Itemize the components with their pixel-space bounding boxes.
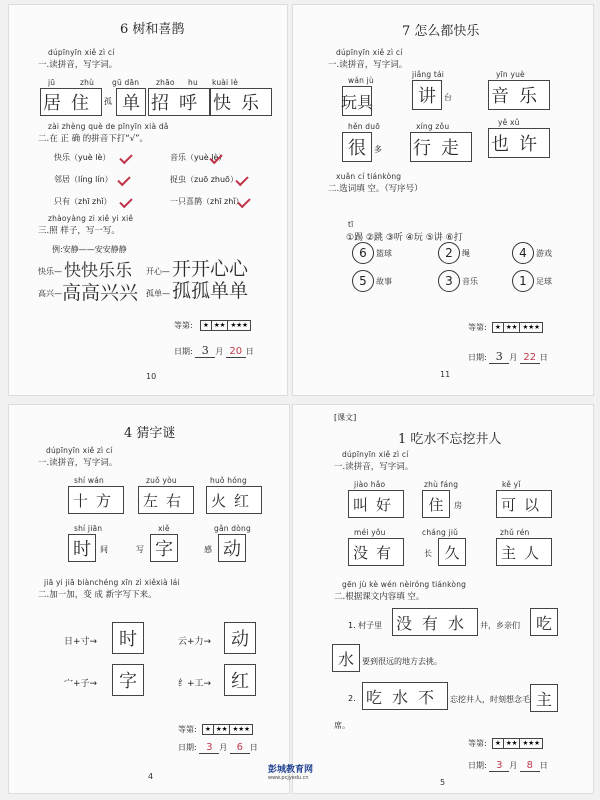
equation: 云+力→ bbox=[178, 637, 212, 647]
star-2: ★★ bbox=[214, 725, 231, 734]
answer-box: 可以 bbox=[496, 490, 552, 518]
answer-box: 玩具 bbox=[342, 86, 372, 116]
grade-label: 等第: bbox=[468, 739, 487, 748]
answer-circle: 1 bbox=[512, 270, 534, 292]
word-pinyin: zuǒ yòu bbox=[146, 476, 177, 485]
section-2-heading: 二.选词填 空。（写序号） bbox=[328, 184, 423, 194]
star-3: ★★★ bbox=[522, 739, 540, 747]
question-text: 井，乡亲们 bbox=[480, 621, 520, 630]
choice-item: 捉虫（zuō zhuō） bbox=[170, 175, 238, 184]
date-day: 22 bbox=[520, 352, 540, 364]
date-day: 20 bbox=[226, 346, 246, 358]
word-pinyin: hu bbox=[188, 78, 198, 87]
section-3-pinyin: zhàoyàng zi xiě yi xiě bbox=[48, 214, 134, 223]
answer-box: 吃 bbox=[530, 608, 558, 636]
section-3-heading: 三.照 样子，写一写。 bbox=[38, 226, 120, 236]
section-2-pinyin: xuǎn cí tiánkòng bbox=[336, 172, 402, 181]
date-label: 日期: bbox=[468, 761, 487, 770]
printed-char: 间 bbox=[100, 545, 108, 554]
answer-box: 左右 bbox=[138, 486, 194, 514]
date-label: 日期: bbox=[178, 743, 197, 752]
word-pinyin: huǒ hóng bbox=[210, 476, 247, 485]
month-unit: 月 bbox=[219, 743, 228, 752]
month-unit: 月 bbox=[509, 353, 518, 362]
word-pinyin: xíng zǒu bbox=[416, 122, 450, 131]
lesson-title: 6 树和喜鹊 bbox=[120, 22, 185, 37]
answer-box: 字 bbox=[112, 664, 144, 696]
word-pinyin: kuài lè bbox=[212, 78, 239, 87]
fill-word: 篮球 bbox=[376, 249, 392, 258]
section-2-heading: 二.加一加，变 成 新字写下来。 bbox=[38, 590, 157, 600]
word-pinyin: jū bbox=[48, 78, 56, 87]
answer-box: 十方 bbox=[68, 486, 124, 514]
day-unit: 日 bbox=[249, 743, 258, 752]
grade-label: 等第: bbox=[178, 725, 197, 734]
answer-box: 住 bbox=[422, 490, 450, 518]
day-unit: 日 bbox=[539, 761, 548, 770]
answer-box: 动 bbox=[224, 622, 256, 654]
printed-char: 写 bbox=[136, 545, 144, 554]
word-pinyin: yě xǔ bbox=[498, 118, 520, 127]
handwritten-answer: 孤孤单单 bbox=[172, 280, 249, 302]
handwritten-answer: 开开心心 bbox=[172, 258, 249, 280]
prompt-word: 孤单— bbox=[146, 289, 170, 298]
answer-box: 没有 bbox=[348, 538, 404, 566]
lesson-title: 7 怎么都快乐 bbox=[402, 24, 480, 39]
prompt-word: 快乐— bbox=[38, 267, 62, 276]
check-mark bbox=[117, 173, 130, 186]
text-tag: [课文] bbox=[334, 413, 357, 422]
workbook-page-4 bbox=[8, 404, 290, 794]
fill-word: 绳 bbox=[462, 249, 470, 258]
answer-box: 红 bbox=[224, 664, 256, 696]
question-text: 席。 bbox=[334, 721, 350, 730]
date-day: 8 bbox=[520, 760, 540, 772]
answer-box: 字 bbox=[150, 534, 178, 562]
star-3: ★★★ bbox=[522, 323, 540, 331]
answer-box: 快乐 bbox=[210, 88, 272, 116]
fill-word: 音乐 bbox=[462, 277, 478, 286]
star-3: ★★★ bbox=[230, 321, 248, 329]
date-field bbox=[468, 350, 548, 364]
word-pinyin: jiǎng tái bbox=[412, 70, 445, 79]
handwritten-answer: 快快乐乐 bbox=[64, 261, 132, 281]
site-logo bbox=[268, 762, 313, 781]
lesson-title: 1 吃水不忘挖井人 bbox=[398, 432, 502, 447]
check-mark bbox=[119, 195, 132, 208]
date-label: 日期: bbox=[174, 347, 193, 356]
page-number: 5 bbox=[440, 778, 446, 787]
answer-box: 叫好 bbox=[348, 490, 404, 518]
answer-box: 也许 bbox=[488, 128, 550, 158]
star-2: ★★ bbox=[212, 321, 229, 330]
printed-char: 长 bbox=[424, 549, 432, 558]
answer-box: 音乐 bbox=[488, 80, 550, 110]
equation: 宀+子→ bbox=[64, 679, 98, 689]
answer-box: 动 bbox=[218, 534, 246, 562]
word-pinyin: xiě bbox=[158, 524, 170, 533]
word-pinyin: cháng jiǔ bbox=[422, 528, 459, 537]
grade-label: 等第: bbox=[468, 323, 487, 332]
date-month: 3 bbox=[199, 742, 219, 754]
question-text: 2. bbox=[348, 694, 356, 703]
section-2-pinyin: zài zhèng què de pīnyīn xià dǎ bbox=[48, 122, 169, 131]
printed-char: 房 bbox=[454, 501, 462, 510]
answer-box: 火红 bbox=[206, 486, 262, 514]
example-text: 例:安静——安安静静 bbox=[52, 245, 127, 254]
workbook-page-5 bbox=[292, 404, 594, 794]
fill-word: 足球 bbox=[536, 277, 552, 286]
answer-box: 讲 bbox=[412, 80, 442, 110]
printed-char: 台 bbox=[444, 93, 452, 102]
grade-stars bbox=[492, 738, 543, 749]
answer-box: 很 bbox=[342, 132, 372, 162]
day-unit: 日 bbox=[245, 347, 254, 356]
answer-box: 没有水 bbox=[392, 608, 478, 636]
word-options: ①踢 ②跳 ③听 ④玩 ⑤讲 ⑥打 bbox=[346, 233, 463, 243]
question-text: 忘挖井人，时刻想念毛 bbox=[450, 695, 530, 704]
word-pinyin: zhù fáng bbox=[424, 480, 459, 489]
section-2-heading: 二.根据课文内容填 空。 bbox=[334, 592, 425, 602]
day-unit: 日 bbox=[539, 353, 548, 362]
section-1-heading: 一.读拼音，写字词。 bbox=[38, 458, 118, 468]
word-pinyin: zhǔ rén bbox=[500, 528, 530, 537]
word-pinyin: jiào hǎo bbox=[354, 480, 386, 489]
answer-box: 时 bbox=[112, 622, 144, 654]
printed-char: 孤 bbox=[104, 97, 112, 106]
answer-box: 水 bbox=[332, 644, 360, 672]
word-pinyin: hěn duō bbox=[348, 122, 381, 131]
answer-box: 主 bbox=[530, 684, 558, 712]
word-pinyin: gū dān bbox=[112, 78, 140, 87]
page-number: 10 bbox=[146, 372, 157, 381]
answer-box: 居住 bbox=[40, 88, 102, 116]
star-2: ★★ bbox=[504, 739, 521, 748]
word-pinyin: zhù bbox=[80, 78, 95, 87]
date-label: 日期: bbox=[468, 353, 487, 362]
section-1-pinyin: dúpīnyīn xiě zì cí bbox=[336, 48, 403, 57]
word-pinyin: méi yǒu bbox=[354, 528, 386, 537]
workbook-page-11 bbox=[292, 4, 594, 396]
printed-char: 多 bbox=[374, 145, 382, 154]
grade-stars bbox=[200, 320, 251, 331]
answer-circle: 4 bbox=[512, 242, 534, 264]
section-1-heading: 一.读拼音，写字词。 bbox=[334, 462, 414, 472]
star-3: ★★★ bbox=[232, 725, 250, 733]
month-unit: 月 bbox=[509, 761, 518, 770]
question-text: 1. 村子里 bbox=[348, 621, 383, 630]
choice-item: 快乐（yuè lè） bbox=[54, 153, 111, 162]
grade-stars bbox=[202, 724, 253, 735]
date-day: 6 bbox=[230, 742, 250, 754]
lesson-title: 4 猜字谜 bbox=[124, 426, 176, 441]
date-month: 3 bbox=[489, 350, 509, 364]
workbook-page-10 bbox=[8, 4, 288, 396]
section-1-heading: 一.读拼音，写字词。 bbox=[328, 60, 408, 70]
date-field bbox=[174, 344, 254, 358]
answer-circle: 5 bbox=[352, 270, 374, 292]
section-2-pinyin: jiā yi jiā biànchéng xīn zì xiěxià lái bbox=[44, 578, 180, 587]
word-pinyin: kě yǐ bbox=[502, 480, 521, 489]
grade-stars bbox=[492, 322, 543, 333]
section-1-heading: 一.读拼音，写字词。 bbox=[38, 60, 118, 70]
word-pinyin: wán jù bbox=[348, 76, 374, 85]
section-1-pinyin: dúpīnyīn xiě zì cí bbox=[46, 446, 113, 455]
star-1: ★ bbox=[201, 321, 212, 330]
equation: 纟+工→ bbox=[178, 679, 212, 689]
equation: 日+寸→ bbox=[64, 637, 98, 647]
fill-word: 故事 bbox=[376, 277, 392, 286]
star-1: ★ bbox=[493, 323, 504, 332]
section-2-heading: 二.在 正 确 的拼音下打“√”。 bbox=[38, 134, 149, 144]
answer-box: 招呼 bbox=[148, 88, 210, 116]
answer-box: 单 bbox=[116, 88, 146, 116]
choice-item: 音乐（yuè lè） bbox=[170, 153, 227, 162]
choice-item: 邻居（líng lín） bbox=[54, 175, 113, 184]
word-pinyin: gǎn dòng bbox=[214, 524, 251, 533]
logo-text: 彭城教育网 bbox=[268, 765, 314, 775]
answer-box: 主人 bbox=[496, 538, 552, 566]
word-pinyin: shí wán bbox=[74, 476, 105, 485]
prompt-word: 高兴— bbox=[38, 289, 62, 298]
prompt-word: 开心— bbox=[146, 267, 170, 276]
star-1: ★ bbox=[203, 725, 214, 734]
option-pinyin: tī bbox=[348, 220, 354, 229]
page-number: 4 bbox=[148, 772, 154, 781]
star-1: ★ bbox=[493, 739, 504, 748]
section-1-pinyin: dúpīnyīn xiě zì cí bbox=[342, 450, 409, 459]
answer-box: 时 bbox=[68, 534, 96, 562]
answer-box: 行走 bbox=[410, 132, 472, 162]
date-month: 3 bbox=[489, 760, 509, 772]
section-1-pinyin: dúpīnyīn xiě zì cí bbox=[48, 48, 115, 57]
word-pinyin: shí jiān bbox=[74, 524, 103, 533]
answer-circle: 3 bbox=[438, 270, 460, 292]
date-field bbox=[178, 742, 258, 754]
page-number: 11 bbox=[440, 370, 451, 379]
date-month: 3 bbox=[195, 344, 215, 358]
answer-circle: 6 bbox=[352, 242, 374, 264]
answer-box: 久 bbox=[438, 538, 466, 566]
section-2-pinyin: gēn jù kè wén nèiróng tiánkòng bbox=[342, 580, 467, 589]
choice-item: 只有（zhī zhǐ） bbox=[54, 197, 112, 206]
logo-url: www.pcjyedu.cn bbox=[268, 775, 309, 781]
check-mark bbox=[119, 151, 132, 164]
fill-word: 游戏 bbox=[536, 249, 552, 258]
printed-char: 感 bbox=[204, 545, 212, 554]
date-field bbox=[468, 760, 548, 772]
answer-circle: 2 bbox=[438, 242, 460, 264]
handwritten-answer: 高高兴兴 bbox=[62, 282, 139, 304]
grade-label: 等第: bbox=[174, 321, 193, 330]
choice-item: 一只喜鹊（zhī zhǐ） bbox=[170, 197, 244, 206]
question-text: 要到很远的地方去挑。 bbox=[362, 657, 442, 666]
star-2: ★★ bbox=[504, 323, 521, 332]
word-pinyin: zhāo bbox=[156, 78, 175, 87]
word-pinyin: yīn yuè bbox=[496, 70, 525, 79]
answer-box: 吃水不 bbox=[362, 682, 448, 710]
month-unit: 月 bbox=[215, 347, 224, 356]
